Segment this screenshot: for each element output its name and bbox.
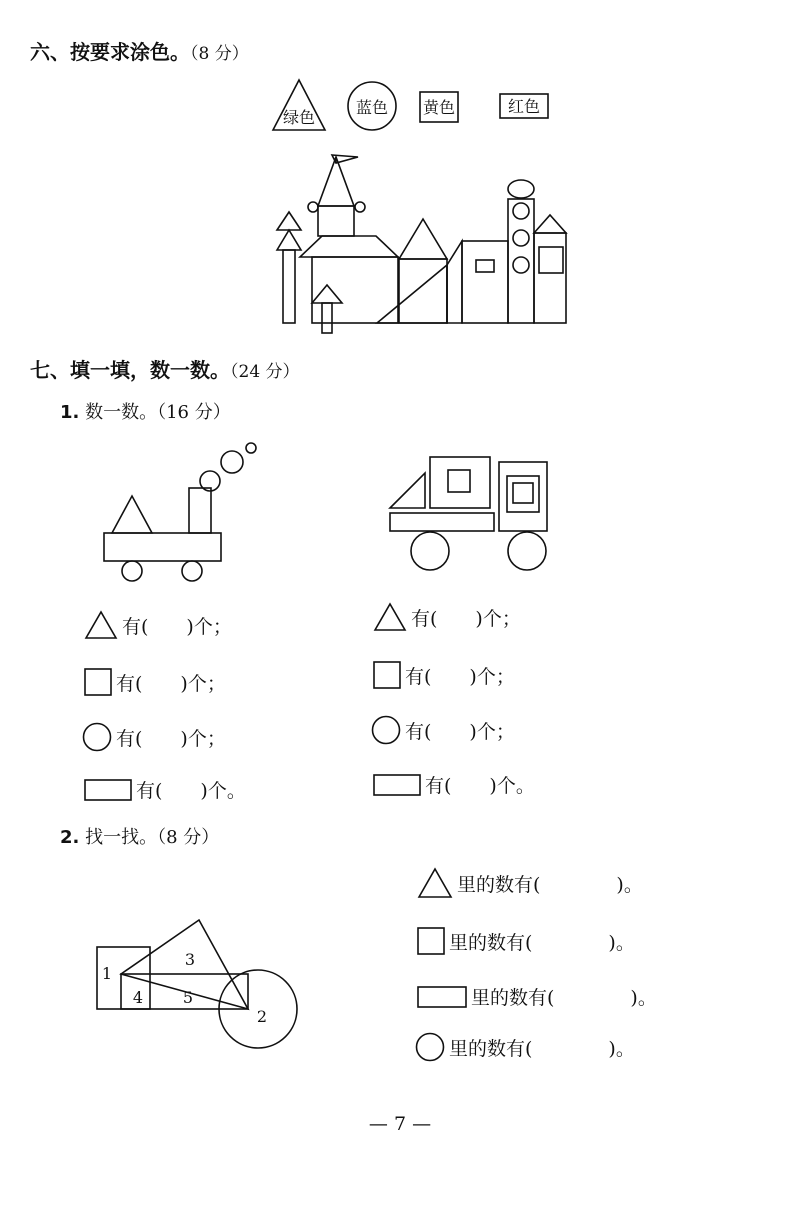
q2-answer-square[interactable]: 里的数有( )。 (449, 931, 635, 954)
section-7-points: （24 分） (230, 362, 300, 382)
region-number-5: 5 (182, 988, 194, 1007)
q1-heading (60, 398, 231, 424)
q2-answer-circle[interactable]: 里的数有( )。 (449, 1037, 635, 1060)
section-7-heading (30, 354, 300, 383)
train-figure (95, 438, 275, 586)
q2-answer-triangle[interactable]: 里的数有( )。 (457, 873, 643, 896)
legend-label-green: 绿色 (282, 108, 316, 127)
castle-drawing (277, 155, 566, 333)
q2-number: 2. (60, 827, 80, 848)
rectangle-icon (84, 779, 132, 801)
section-6-title: 六、按要求涂色。 (30, 40, 190, 64)
q2-points: （8 分） (157, 827, 220, 848)
coloring-figure (240, 75, 580, 337)
q2-answer-rectangle[interactable]: 里的数有( )。 (471, 987, 657, 1009)
rectangle-icon (373, 774, 421, 796)
legend-label-red: 红色 (507, 97, 541, 116)
overlapping-shapes-figure (90, 912, 305, 1057)
q1-left-answer-4[interactable]: 有( )个。 (136, 780, 246, 802)
q1-right-row-rectangle (373, 771, 535, 798)
q1-points: （16 分） (157, 402, 231, 423)
q1-left-answer-2[interactable]: 有( )个； (116, 672, 226, 695)
square-icon (373, 661, 401, 689)
region-number-1: 1 (101, 964, 113, 983)
q1-right-answer-4[interactable]: 有( )个。 (425, 775, 535, 797)
q1-right-row-triangle (373, 602, 521, 632)
circle-icon (371, 715, 401, 745)
q1-right-answer-3[interactable]: 有( )个； (405, 720, 515, 743)
q1-right-row-circle (371, 715, 515, 745)
circle-icon (415, 1032, 445, 1062)
q2-row-triangle (417, 867, 643, 899)
region-number-2: 2 (256, 1007, 268, 1026)
triangle-icon (417, 867, 453, 899)
q2-row-rectangle (417, 983, 657, 1010)
section-6-heading (30, 36, 249, 65)
q1-title: 数一数。 (85, 402, 158, 423)
q1-left-answer-1[interactable]: 有( )个； (122, 615, 232, 638)
q1-left-answer-3[interactable]: 有( )个； (116, 727, 226, 750)
circle-icon (82, 722, 112, 752)
q2-row-circle (415, 1032, 635, 1062)
legend-label-yellow: 黄色 (422, 98, 456, 117)
square-icon (417, 927, 445, 955)
q1-right-answer-2[interactable]: 有( )个； (405, 665, 515, 688)
page-number: — 7 — (368, 1113, 432, 1135)
region-number-3: 3 (184, 950, 196, 969)
section-7-title: 七、填一填，数一数。 (30, 358, 230, 382)
triangle-icon (373, 602, 407, 632)
square-icon (84, 668, 112, 696)
section-6-points: （8 分） (190, 44, 249, 64)
q1-left-row-triangle (84, 610, 232, 640)
q2-heading (60, 823, 219, 849)
truck-figure (385, 455, 555, 573)
region-number-4: 4 (132, 988, 144, 1007)
legend-label-blue: 蓝色 (355, 98, 389, 117)
q1-left-row-circle (82, 722, 226, 752)
rectangle-icon (417, 986, 467, 1008)
q1-right-answer-1[interactable]: 有( )个； (411, 607, 521, 630)
q1-left-row-rectangle (84, 776, 246, 803)
q1-number: 1. (60, 402, 80, 423)
q1-right-row-square (373, 661, 515, 689)
q2-row-square (417, 927, 635, 955)
q2-title: 找一找。 (85, 827, 158, 848)
q1-left-row-square (84, 668, 226, 696)
triangle-icon (84, 610, 118, 640)
